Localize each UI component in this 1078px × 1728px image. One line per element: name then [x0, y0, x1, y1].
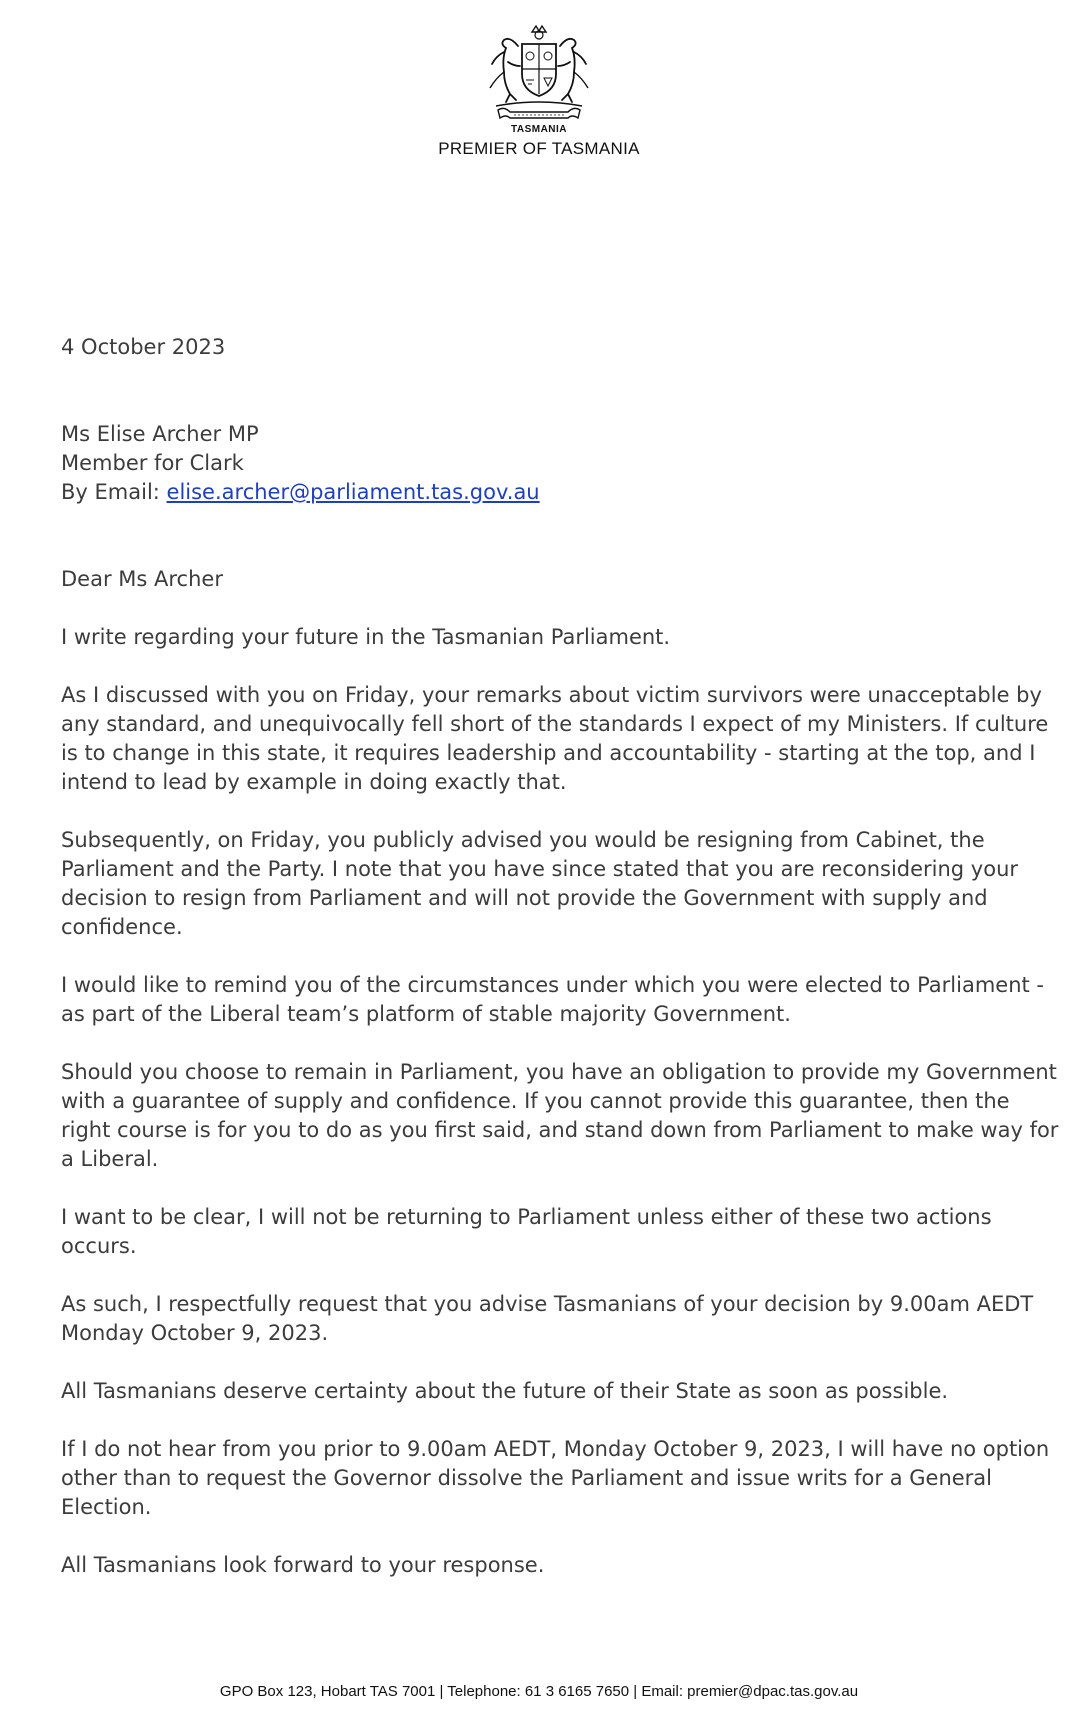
paragraph: All Tasmanians deserve certainty about the future of their State as soon as possible. [61, 1379, 949, 1403]
paragraph: If I do not hear from you prior to 9.00am AEDT, Monday October 9, 2023, I will have no option other than to request the Governor dissolve the Parliament and issue writs for a General Election. [61, 1437, 1050, 1519]
salutation: Dear Ms Archer [61, 567, 223, 591]
paragraph: As I discussed with you on Friday, your remarks about victim survivors were unacceptable by any standard, and unequivocally fell short of the standards I expect of my Ministers. If culture is to change in this state, it requires leadership and accountability - starting at the top, and I intend to lead by example in doing exactly that. [61, 683, 1049, 794]
paragraph: I would like to remind you of the circumstances under which you were elected to Parliament - as part of the Liberal team’s platform of stable majority Government. [61, 973, 1045, 1026]
letterhead [0, 22, 1078, 159]
tasmania-coat-of-arms-icon [474, 22, 604, 130]
recipient-email-link[interactable]: elise.archer@parliament.tas.gov.au [166, 480, 540, 504]
footer-contact: GPO Box 123, Hobart TAS 7001 | Telephone: 61 3 6165 7650 | Email: premier@dpac.tas.gov.au [219, 1683, 859, 1700]
recipient-block [61, 420, 1061, 507]
office-title: PREMIER OF TASMANIA [438, 139, 640, 158]
paragraph: I write regarding your future in the Tasmanian Parliament. [61, 625, 671, 649]
crest-label: TASMANIA [510, 124, 568, 135]
recipient-role: Member for Clark [61, 451, 244, 475]
letter-body [61, 333, 1061, 1609]
paragraph: As such, I respectfully request that you advise Tasmanians of your decision by 9.00am AEDT Monday October 9, 2023. [61, 1292, 1034, 1345]
recipient-email-line [61, 478, 1061, 507]
recipient-name: Ms Elise Archer MP [61, 422, 259, 446]
paragraph: Subsequently, on Friday, you publicly advised you would be resigning from Cabinet, the Parliament and the Party. I note that you have since stated that you are reconsidering your decision to resign from Parliament and will not provide the Government with supply and confidence. [61, 828, 1019, 939]
letter-date: 4 October 2023 [61, 335, 226, 359]
paragraph: I want to be clear, I will not be returning to Parliament unless either of these two actions occurs. [61, 1205, 992, 1258]
email-prefix: By Email: [61, 480, 167, 504]
paragraph: All Tasmanians look forward to your response. [61, 1553, 545, 1577]
paragraph: Should you choose to remain in Parliament, you have an obligation to provide my Government with a guarantee of supply and confidence. If you cannot provide this guarantee, then the right course is for you to do as you first said, and stand down from Parliament to make way for a Liberal. [61, 1060, 1059, 1171]
